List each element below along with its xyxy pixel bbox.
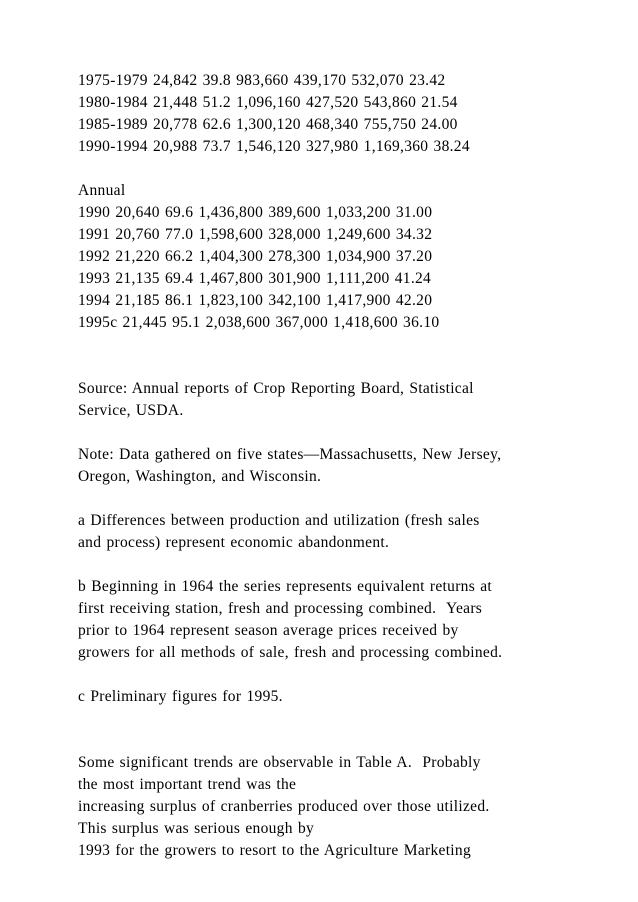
- document-page: [78, 70, 578, 862]
- text-line: growers for all methods of sale, fresh and processing combined.: [78, 644, 503, 661]
- source-note: [78, 378, 578, 422]
- text-line: prior to 1964 represent season average prices received by: [78, 622, 459, 639]
- body-paragraph: [78, 752, 578, 862]
- text-line: Some significant trends are observable in Table A. Probably: [78, 754, 481, 771]
- footnote-b: [78, 576, 578, 664]
- table-row: 1995c 21,445 95.1 2,038,600 367,000 1,418,600 36.10: [78, 314, 440, 331]
- annual-table: [78, 180, 578, 334]
- table-row: 1975-1979 24,842 39.8 983,660 439,170 532,070 23.42: [78, 72, 446, 89]
- table-row: 1990-1994 20,988 73.7 1,546,120 327,980 1,169,360 38.24: [78, 138, 470, 155]
- text-line: Service, USDA.: [78, 402, 184, 419]
- spacer: [78, 334, 578, 378]
- spacer: [78, 422, 578, 444]
- period-table: [78, 70, 578, 158]
- table-row: 1993 21,135 69.4 1,467,800 301,900 1,111,200 41.24: [78, 270, 432, 287]
- text-line: 1993 for the growers to resort to the Agriculture Marketing: [78, 842, 472, 859]
- table-row: 1980-1984 21,448 51.2 1,096,160 427,520 543,860 21.54: [78, 94, 458, 111]
- text-line: Oregon, Washington, and Wisconsin.: [78, 468, 322, 485]
- text-line: Note: Data gathered on five states—Massachusetts, New Jersey,: [78, 446, 502, 463]
- text-line: increasing surplus of cranberries produced over those utilized.: [78, 798, 490, 815]
- text-line: first receiving station, fresh and processing combined. Years: [78, 600, 483, 617]
- text-line: This surplus was serious enough by: [78, 820, 315, 837]
- spacer: [78, 664, 578, 686]
- text-line: c Preliminary figures for 1995.: [78, 688, 283, 705]
- table-row: 1990 20,640 69.6 1,436,800 389,600 1,033,200 31.00: [78, 204, 433, 221]
- spacer: [78, 554, 578, 576]
- footnote-c: [78, 686, 578, 708]
- spacer: [78, 158, 578, 180]
- text-line: a Differences between production and utilization (fresh sales: [78, 512, 480, 529]
- note-paragraph: [78, 444, 578, 488]
- annual-heading: Annual: [78, 182, 126, 199]
- spacer: [78, 488, 578, 510]
- text-line: the most important trend was the: [78, 776, 297, 793]
- table-row: 1985-1989 20,778 62.6 1,300,120 468,340 755,750 24.00: [78, 116, 458, 133]
- table-row: 1992 21,220 66.2 1,404,300 278,300 1,034,900 37.20: [78, 248, 433, 265]
- spacer: [78, 708, 578, 752]
- table-row: 1991 20,760 77.0 1,598,600 328,000 1,249,600 34.32: [78, 226, 433, 243]
- table-row: 1994 21,185 86.1 1,823,100 342,100 1,417,900 42.20: [78, 292, 433, 309]
- footnote-a: [78, 510, 578, 554]
- text-line: b Beginning in 1964 the series represents equivalent returns at: [78, 578, 493, 595]
- text-line: Source: Annual reports of Crop Reporting Board, Statistical: [78, 380, 474, 397]
- text-line: and process) represent economic abandonment.: [78, 534, 390, 551]
